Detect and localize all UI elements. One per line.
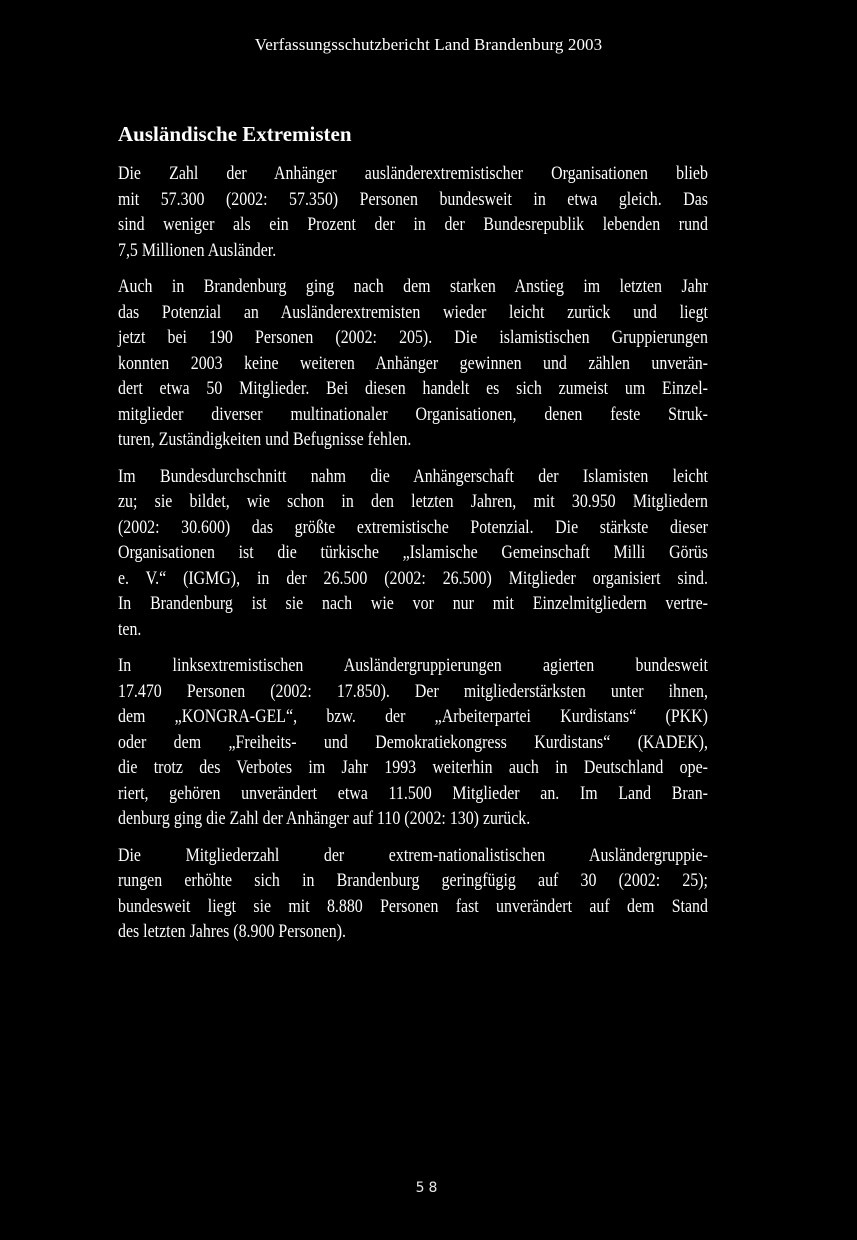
paragraph-3 <box>118 465 708 644</box>
text-line: Auch in Brandenburg ging nach dem starken Anstieg im letzten Jahr <box>118 277 708 297</box>
text-line: dert etwa 50 Mitglieder. Bei diesen handelt es sich zumeist um Einzel- <box>118 379 708 399</box>
section-title: Ausländische Extremisten <box>118 122 352 146</box>
text-line: rungen erhöhte sich in Brandenburg geringfügig auf 30 (2002: 25); <box>118 871 708 891</box>
text-line: die trotz des Verbotes im Jahr 1993 weiterhin auch in Deutschland ope- <box>118 758 708 778</box>
text-line: denburg ging die Zahl der Anhänger auf 110 (2002: 130) zurück. <box>118 809 531 829</box>
document-body <box>118 120 708 957</box>
paragraph-4 <box>118 654 708 833</box>
running-header: Verfassungsschutzbericht Land Brandenburg 2003 <box>254 35 603 54</box>
text-line: oder dem „Freiheits- und Demokratiekongress Kurdistans“ (KADEK), <box>118 732 708 753</box>
text-line: mitglieder diverser multinationaler Organisationen, denen feste Struk- <box>118 404 708 425</box>
text-line: des letzten Jahres (8.900 Personen). <box>118 922 346 942</box>
text-line: (2002: 30.600) das größte extremistische Potenzial. Die stärkste dieser <box>118 517 708 538</box>
page-number: 58 <box>415 1180 442 1196</box>
text-line: Die Mitgliederzahl der extrem-nationalistischen Ausländergruppie- <box>118 845 708 866</box>
text-line: konnten 2003 keine weiteren Anhänger gewinnen und zählen unverän- <box>118 353 708 374</box>
text-line: Die Zahl der Anhänger ausländerextremistischer Organisationen blieb <box>118 164 708 184</box>
text-line: 17.470 Personen (2002: 17.850). Der mitgliederstärksten unter ihnen, <box>118 681 708 702</box>
text-line: das Potenzial an Ausländerextremisten wieder leicht zurück und liegt <box>118 302 708 323</box>
text-line: In linksextremistischen Ausländergruppierungen agierten bundesweit <box>118 656 708 676</box>
paragraph-5 <box>118 844 708 946</box>
text-line: ten. <box>118 619 142 640</box>
paragraph-2 <box>118 275 708 454</box>
text-line: e. V.“ (IGMG), in der 26.500 (2002: 26.500) Mitglieder organisiert sind. <box>118 568 708 589</box>
text-line: sind weniger als ein Prozent der in der Bundesrepublik lebenden rund <box>118 215 708 235</box>
text-line: mit 57.300 (2002: 57.350) Personen bundesweit in etwa gleich. Das <box>118 189 708 210</box>
text-line: bundesweit liegt sie mit 8.880 Personen fast unverändert auf dem Stand <box>118 896 708 917</box>
text-line: zu; sie bildet, wie schon in den letzten Jahren, mit 30.950 Mitgliedern <box>118 492 708 512</box>
text-line: jetzt bei 190 Personen (2002: 205). Die islamistischen Gruppierungen <box>118 328 708 348</box>
text-line: dem „KONGRA-GEL“, bzw. der „Arbeiterpartei Kurdistans“ (PKK) <box>118 707 708 727</box>
text-line: In Brandenburg ist sie nach wie vor nur mit Einzelmitgliedern vertre- <box>118 594 708 614</box>
text-line: riert, gehören unverändert etwa 11.500 Mitglieder an. Im Land Bran- <box>118 783 708 804</box>
text-line: turen, Zuständigkeiten und Befugnisse fehlen. <box>118 430 412 450</box>
paragraph-1 <box>118 162 708 264</box>
text-line: Im Bundesdurchschnitt nahm die Anhängerschaft der Islamisten leicht <box>118 466 708 487</box>
text-line: 7,5 Millionen Ausländer. <box>118 240 277 261</box>
text-line: Organisationen ist die türkische „Islamische Gemeinschaft Milli Görüs <box>118 543 708 563</box>
